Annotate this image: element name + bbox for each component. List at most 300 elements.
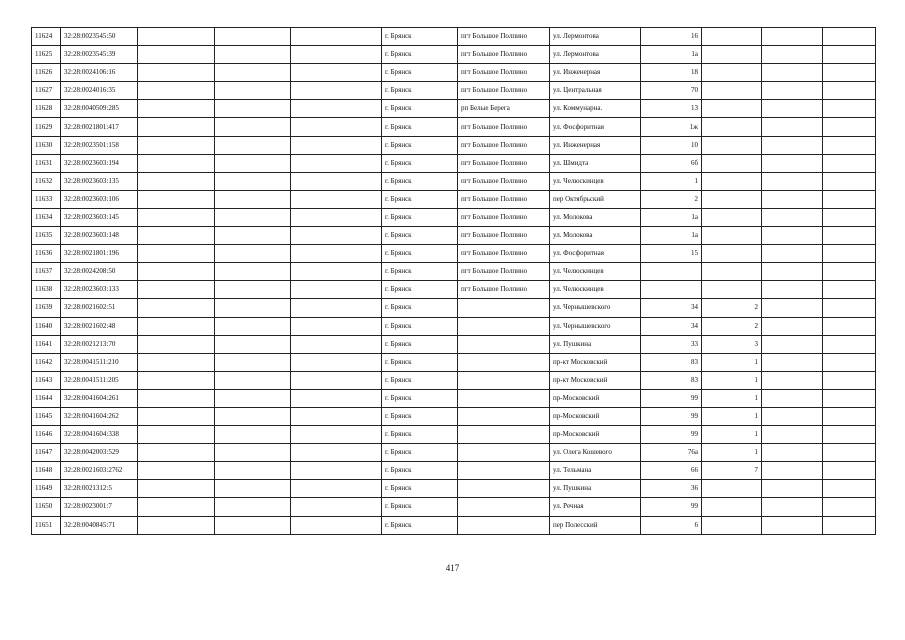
city-cell: г. Брянск (382, 46, 458, 64)
city-cell: г. Брянск (382, 462, 458, 480)
empty-cell (823, 426, 876, 444)
house-number-cell: 34 (641, 317, 702, 335)
city-cell: г. Брянск (382, 317, 458, 335)
table-row (32, 190, 876, 208)
empty-cell (138, 462, 215, 480)
empty-cell (215, 245, 291, 263)
empty-cell (762, 335, 823, 353)
cadastral-number-cell: 32:28:0023545:39 (61, 46, 138, 64)
empty-cell (762, 245, 823, 263)
empty-cell (762, 444, 823, 462)
house-number-cell: 1 (641, 172, 702, 190)
street-cell: ул. Олега Кошевого (550, 444, 641, 462)
street-cell: ул. Челюскинцев (550, 263, 641, 281)
settlement-cell: пгт Большое Полпино (458, 136, 550, 154)
row-number-cell: 11645 (32, 407, 61, 425)
street-cell: ул. Молокова (550, 208, 641, 226)
empty-cell (215, 462, 291, 480)
street-cell: пр-Московский (550, 389, 641, 407)
settlement-cell: пгт Большое Полпино (458, 245, 550, 263)
empty-cell (215, 208, 291, 226)
empty-cell (291, 172, 382, 190)
building-number-cell (702, 172, 762, 190)
street-cell: пр-кт Московский (550, 371, 641, 389)
empty-cell (291, 480, 382, 498)
settlement-cell: пгт Большое Полпино (458, 154, 550, 172)
settlement-cell (458, 407, 550, 425)
cadastral-number-cell: 32:28:0042003:529 (61, 444, 138, 462)
table-row (32, 516, 876, 534)
empty-cell (138, 299, 215, 317)
table-row (32, 480, 876, 498)
empty-cell (215, 172, 291, 190)
cadastral-number-cell: 32:28:0021312:5 (61, 480, 138, 498)
empty-cell (215, 353, 291, 371)
cadastral-number-cell: 32:28:0040845:71 (61, 516, 138, 534)
row-number-cell: 11627 (32, 82, 61, 100)
empty-cell (291, 299, 382, 317)
empty-cell (215, 426, 291, 444)
empty-cell (291, 407, 382, 425)
empty-cell (762, 462, 823, 480)
cadastral-number-cell: 32:28:0023603:106 (61, 190, 138, 208)
street-cell: ул. Пушкина (550, 335, 641, 353)
settlement-cell (458, 389, 550, 407)
street-cell: ул. Тельмана (550, 462, 641, 480)
empty-cell (762, 426, 823, 444)
building-number-cell (702, 516, 762, 534)
empty-cell (215, 317, 291, 335)
empty-cell (291, 46, 382, 64)
empty-cell (138, 353, 215, 371)
house-number-cell: 1а (641, 208, 702, 226)
cadastral-number-cell: 32:28:0023603:135 (61, 172, 138, 190)
empty-cell (823, 64, 876, 82)
cadastral-number-cell: 32:28:0021213:70 (61, 335, 138, 353)
empty-cell (138, 317, 215, 335)
street-cell: ул. Фосфоритная (550, 118, 641, 136)
table-row (32, 462, 876, 480)
empty-cell (823, 462, 876, 480)
city-cell: г. Брянск (382, 190, 458, 208)
empty-cell (291, 208, 382, 226)
building-number-cell (702, 46, 762, 64)
row-number-cell: 11637 (32, 263, 61, 281)
empty-cell (291, 118, 382, 136)
empty-cell (138, 136, 215, 154)
street-cell: ул. Челюскинцев (550, 172, 641, 190)
row-number-cell: 11646 (32, 426, 61, 444)
empty-cell (762, 317, 823, 335)
empty-cell (823, 371, 876, 389)
house-number-cell: 1а (641, 227, 702, 245)
row-number-cell: 11639 (32, 299, 61, 317)
building-number-cell (702, 227, 762, 245)
house-number-cell: 18 (641, 64, 702, 82)
empty-cell (138, 172, 215, 190)
empty-cell (823, 353, 876, 371)
empty-cell (291, 100, 382, 118)
table-row (32, 64, 876, 82)
settlement-cell: пгт Большое Полпино (458, 172, 550, 190)
house-number-cell: 99 (641, 426, 702, 444)
city-cell: г. Брянск (382, 444, 458, 462)
city-cell: г. Брянск (382, 154, 458, 172)
settlement-cell (458, 335, 550, 353)
building-number-cell: 1 (702, 426, 762, 444)
building-number-cell: 1 (702, 389, 762, 407)
empty-cell (138, 263, 215, 281)
empty-cell (823, 444, 876, 462)
row-number-cell: 11647 (32, 444, 61, 462)
table-row (32, 281, 876, 299)
city-cell: г. Брянск (382, 371, 458, 389)
cadastral-number-cell: 32:28:0021603:2762 (61, 462, 138, 480)
row-number-cell: 11625 (32, 46, 61, 64)
empty-cell (823, 281, 876, 299)
empty-cell (762, 172, 823, 190)
house-number-cell: 70 (641, 82, 702, 100)
row-number-cell: 11638 (32, 281, 61, 299)
empty-cell (762, 82, 823, 100)
city-cell: г. Брянск (382, 281, 458, 299)
empty-cell (215, 263, 291, 281)
building-number-cell: 2 (702, 299, 762, 317)
cadastral-number-cell: 32:28:0041604:338 (61, 426, 138, 444)
street-cell: пр-кт Московский (550, 353, 641, 371)
empty-cell (215, 154, 291, 172)
street-cell: ул. Чернышевского (550, 317, 641, 335)
city-cell: г. Брянск (382, 389, 458, 407)
cadastral-number-cell: 32:28:0041511:210 (61, 353, 138, 371)
empty-cell (215, 190, 291, 208)
street-cell: пер Октябрьский (550, 190, 641, 208)
empty-cell (291, 426, 382, 444)
empty-cell (138, 371, 215, 389)
settlement-cell: пгт Большое Полпино (458, 227, 550, 245)
empty-cell (215, 498, 291, 516)
cadastral-number-cell: 32:28:0024208:50 (61, 263, 138, 281)
city-cell: г. Брянск (382, 480, 458, 498)
house-number-cell: 76а (641, 444, 702, 462)
empty-cell (138, 245, 215, 263)
city-cell: г. Брянск (382, 172, 458, 190)
house-number-cell: 99 (641, 389, 702, 407)
empty-cell (823, 516, 876, 534)
table-row (32, 498, 876, 516)
city-cell: г. Брянск (382, 335, 458, 353)
street-cell: ул. Фосфоритная (550, 245, 641, 263)
row-number-cell: 11636 (32, 245, 61, 263)
empty-cell (291, 516, 382, 534)
empty-cell (291, 353, 382, 371)
empty-cell (823, 480, 876, 498)
empty-cell (215, 371, 291, 389)
cadastral-number-cell: 32:28:0023501:158 (61, 136, 138, 154)
page-number: 417 (445, 563, 460, 573)
empty-cell (762, 46, 823, 64)
table-row (32, 335, 876, 353)
empty-cell (138, 46, 215, 64)
empty-cell (215, 100, 291, 118)
table-row (32, 263, 876, 281)
empty-cell (215, 136, 291, 154)
settlement-cell (458, 498, 550, 516)
empty-cell (762, 281, 823, 299)
row-number-cell: 11632 (32, 172, 61, 190)
cadastral-number-cell: 32:28:0041511:205 (61, 371, 138, 389)
empty-cell (215, 444, 291, 462)
city-cell: г. Брянск (382, 263, 458, 281)
empty-cell (215, 480, 291, 498)
table-row (32, 46, 876, 64)
empty-cell (762, 498, 823, 516)
street-cell: ул. Инженерная (550, 64, 641, 82)
cadastral-number-cell: 32:28:0021602:51 (61, 299, 138, 317)
cadastral-number-cell: 32:28:0023001:7 (61, 498, 138, 516)
building-number-cell (702, 498, 762, 516)
table-row (32, 353, 876, 371)
house-number-cell: 33 (641, 335, 702, 353)
empty-cell (823, 317, 876, 335)
empty-cell (762, 100, 823, 118)
settlement-cell (458, 462, 550, 480)
empty-cell (291, 136, 382, 154)
empty-cell (823, 118, 876, 136)
house-number-cell: 99 (641, 407, 702, 425)
empty-cell (291, 263, 382, 281)
empty-cell (762, 208, 823, 226)
cadastral-number-cell: 32:28:0041604:262 (61, 407, 138, 425)
empty-cell (291, 227, 382, 245)
street-cell: ул. Пушкина (550, 480, 641, 498)
cadastral-number-cell: 32:28:0021602:48 (61, 317, 138, 335)
empty-cell (762, 371, 823, 389)
settlement-cell (458, 299, 550, 317)
row-number-cell: 11624 (32, 28, 61, 46)
empty-cell (291, 28, 382, 46)
cadastral-number-cell: 32:28:0023545:50 (61, 28, 138, 46)
empty-cell (138, 516, 215, 534)
settlement-cell: рп Белые Берега (458, 100, 550, 118)
settlement-cell: пгт Большое Полпино (458, 281, 550, 299)
table-row (32, 100, 876, 118)
street-cell: ул. Речная (550, 498, 641, 516)
building-number-cell: 2 (702, 317, 762, 335)
house-number-cell (641, 263, 702, 281)
building-number-cell: 1 (702, 353, 762, 371)
empty-cell (138, 426, 215, 444)
empty-cell (762, 299, 823, 317)
empty-cell (291, 154, 382, 172)
settlement-cell (458, 444, 550, 462)
empty-cell (823, 299, 876, 317)
empty-cell (291, 281, 382, 299)
cadastral-number-cell: 32:28:0021801:417 (61, 118, 138, 136)
empty-cell (823, 136, 876, 154)
city-cell: г. Брянск (382, 426, 458, 444)
city-cell: г. Брянск (382, 64, 458, 82)
street-cell: ул. Лермонтова (550, 46, 641, 64)
building-number-cell (702, 118, 762, 136)
empty-cell (291, 64, 382, 82)
table-row (32, 389, 876, 407)
settlement-cell: пгт Большое Полпино (458, 28, 550, 46)
empty-cell (823, 227, 876, 245)
house-number-cell: 13 (641, 100, 702, 118)
city-cell: г. Брянск (382, 407, 458, 425)
street-cell: пр-Московский (550, 426, 641, 444)
empty-cell (823, 263, 876, 281)
empty-cell (762, 263, 823, 281)
house-number-cell: 2 (641, 190, 702, 208)
settlement-cell: пгт Большое Полпино (458, 263, 550, 281)
building-number-cell (702, 281, 762, 299)
house-number-cell: 66 (641, 462, 702, 480)
cadastral-number-cell: 32:28:0024106:16 (61, 64, 138, 82)
empty-cell (291, 335, 382, 353)
empty-cell (823, 100, 876, 118)
street-cell: ул. Чернышевского (550, 299, 641, 317)
empty-cell (762, 118, 823, 136)
cadastral-records-table (31, 27, 876, 535)
empty-cell (291, 190, 382, 208)
empty-cell (138, 100, 215, 118)
empty-cell (138, 64, 215, 82)
row-number-cell: 11626 (32, 64, 61, 82)
empty-cell (291, 82, 382, 100)
building-number-cell: 1 (702, 407, 762, 425)
city-cell: г. Брянск (382, 516, 458, 534)
empty-cell (823, 335, 876, 353)
building-number-cell (702, 190, 762, 208)
building-number-cell: 7 (702, 462, 762, 480)
empty-cell (291, 245, 382, 263)
empty-cell (138, 444, 215, 462)
table-row (32, 154, 876, 172)
building-number-cell (702, 208, 762, 226)
street-cell: ул. Коммунарна. (550, 100, 641, 118)
city-cell: г. Брянск (382, 136, 458, 154)
table-row (32, 172, 876, 190)
row-number-cell: 11640 (32, 317, 61, 335)
street-cell: пр-Московский (550, 407, 641, 425)
table-row (32, 371, 876, 389)
empty-cell (215, 64, 291, 82)
building-number-cell: 3 (702, 335, 762, 353)
empty-cell (291, 444, 382, 462)
cadastral-number-cell: 32:28:0023603:133 (61, 281, 138, 299)
row-number-cell: 11633 (32, 190, 61, 208)
table-row (32, 245, 876, 263)
building-number-cell: 1 (702, 371, 762, 389)
settlement-cell (458, 516, 550, 534)
building-number-cell (702, 82, 762, 100)
building-number-cell (702, 64, 762, 82)
empty-cell (762, 480, 823, 498)
row-number-cell: 11651 (32, 516, 61, 534)
table-row (32, 444, 876, 462)
building-number-cell (702, 100, 762, 118)
empty-cell (215, 299, 291, 317)
empty-cell (823, 407, 876, 425)
row-number-cell: 11648 (32, 462, 61, 480)
empty-cell (138, 480, 215, 498)
row-number-cell: 11643 (32, 371, 61, 389)
row-number-cell: 11635 (32, 227, 61, 245)
city-cell: г. Брянск (382, 118, 458, 136)
row-number-cell: 11629 (32, 118, 61, 136)
house-number-cell: 99 (641, 498, 702, 516)
street-cell: ул. Шмидта (550, 154, 641, 172)
empty-cell (823, 208, 876, 226)
table-body (32, 28, 876, 535)
settlement-cell: пгт Большое Полпино (458, 208, 550, 226)
house-number-cell: 10 (641, 136, 702, 154)
street-cell: пер Полесский (550, 516, 641, 534)
row-number-cell: 11649 (32, 480, 61, 498)
empty-cell (762, 227, 823, 245)
house-number-cell: 34 (641, 299, 702, 317)
settlement-cell: пгт Большое Полпино (458, 82, 550, 100)
house-number-cell: 83 (641, 353, 702, 371)
street-cell: ул. Молокова (550, 227, 641, 245)
table-row (32, 28, 876, 46)
empty-cell (823, 389, 876, 407)
table-row (32, 227, 876, 245)
empty-cell (291, 389, 382, 407)
settlement-cell (458, 371, 550, 389)
table-row (32, 136, 876, 154)
table-row (32, 407, 876, 425)
settlement-cell: пгт Большое Полпино (458, 118, 550, 136)
empty-cell (138, 281, 215, 299)
row-number-cell: 11628 (32, 100, 61, 118)
empty-cell (291, 317, 382, 335)
city-cell: г. Брянск (382, 100, 458, 118)
settlement-cell (458, 426, 550, 444)
city-cell: г. Брянск (382, 245, 458, 263)
house-number-cell: 1ж (641, 118, 702, 136)
city-cell: г. Брянск (382, 498, 458, 516)
settlement-cell (458, 480, 550, 498)
street-cell: ул. Лермонтова (550, 28, 641, 46)
table-row (32, 317, 876, 335)
table-row (32, 426, 876, 444)
empty-cell (138, 498, 215, 516)
house-number-cell: 6б (641, 154, 702, 172)
table-row (32, 299, 876, 317)
empty-cell (823, 154, 876, 172)
empty-cell (138, 118, 215, 136)
city-cell: г. Брянск (382, 353, 458, 371)
street-cell: ул. Центральная (550, 82, 641, 100)
cadastral-number-cell: 32:28:0023603:194 (61, 154, 138, 172)
empty-cell (823, 245, 876, 263)
building-number-cell (702, 480, 762, 498)
empty-cell (762, 136, 823, 154)
building-number-cell (702, 245, 762, 263)
settlement-cell (458, 317, 550, 335)
row-number-cell: 11642 (32, 353, 61, 371)
house-number-cell: 36 (641, 480, 702, 498)
house-number-cell: 83 (641, 371, 702, 389)
house-number-cell: 15 (641, 245, 702, 263)
row-number-cell: 11630 (32, 136, 61, 154)
settlement-cell: пгт Большое Полпино (458, 190, 550, 208)
empty-cell (138, 154, 215, 172)
empty-cell (762, 64, 823, 82)
